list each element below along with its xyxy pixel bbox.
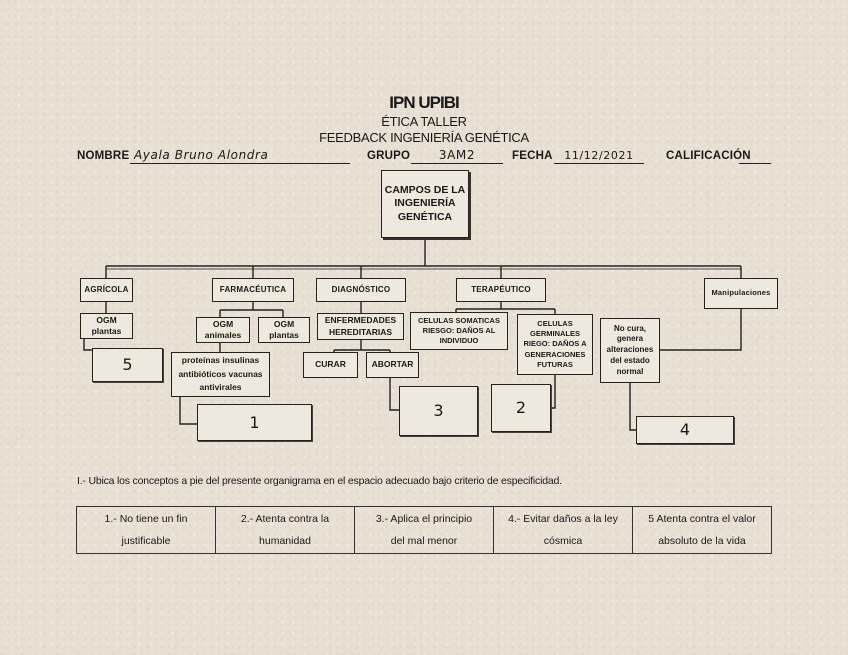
concept-cell [494,507,633,554]
node-celulas-germinales: CELULAS GERMINALES RIEGO: DAÑOS A GENERACIONES FUTURAS [517,314,593,375]
concept-cell [77,507,216,554]
category-terapeutico: TERAPÉUTICO [456,278,546,302]
calificacion-label: CALIFICACIÓN [666,150,751,162]
node-curar: CURAR [303,352,358,378]
concept-line: del mal menor [390,535,458,547]
category-manipulaciones: Manipulaciones [704,278,778,309]
nombre-field[interactable]: Ayala Bruno Alondra [130,149,350,164]
answer-box-manipulaciones[interactable]: 4 [636,416,734,444]
activity-title: FEEDBACK INGENIERÍA GENÉTICA [319,130,529,145]
category-diagnostico: DIAGNÓSTICO [316,278,406,302]
answer-box-agricola[interactable]: 5 [92,348,163,382]
node-ogm-animales: OGM animales [196,317,250,343]
concept-line: absoluto de la vida [658,535,746,547]
category-agricola: AGRÍCOLA [80,278,133,302]
course-title: ÉTICA TALLER [381,114,467,129]
grupo-label: GRUPO [367,150,411,162]
node-ogm-plantas-farmaceutica: OGM plantas [258,317,310,343]
concept-line: humanidad [259,535,311,547]
concept-line: justificable [121,535,171,547]
instruction-text: I.- Ubica los conceptos a pie del presente organigrama en el espacio adecuado bajo criterio de especificidad. [77,475,562,487]
node-no-cura: No cura, genera alteraciones del estado normal [600,318,660,383]
node-enfermedades-hereditarias: ENFERMEDADES HEREDITARIAS [317,313,404,340]
node-celulas-somaticas: CELULAS SOMATICAS RIESGO: DAÑOS AL INDIVIDUO [410,312,508,350]
answer-box-diagnostico[interactable]: 3 [399,386,478,436]
concept-line: 2.- Atenta contra la [240,512,330,525]
node-proteinas: proteínas insulinas antibióticos vacunas antivirales [171,352,270,397]
node-abortar: ABORTAR [366,352,419,378]
concept-line: 1.- No tiene un fin [104,512,188,525]
table-row [77,507,772,554]
concept-line: 4.- Evitar daños a la ley [508,512,618,525]
institution-title: IPN UPIBI [389,93,459,112]
concept-cell [633,507,772,554]
answer-box-farmaceutica[interactable]: 1 [197,404,312,441]
fecha-field[interactable]: 11/12/2021 [554,149,644,164]
concept-line: cósmica [543,535,583,547]
fecha-label: FECHA [512,150,553,162]
root-node: CAMPOS DE LA INGENIERÍA GENÉTICA [381,170,469,238]
nombre-label: NOMBRE [77,150,130,162]
node-ogm-plantas-agricola: OGM plantas [80,313,133,339]
concept-cell [355,507,494,554]
concept-line: 3.- Aplica el principio [375,512,473,525]
concepts-table [76,506,772,554]
grupo-field[interactable]: 3AM2 [411,149,503,164]
category-farmaceutica: FARMACÉUTICA [212,278,294,302]
answer-box-terapeutico[interactable]: 2 [491,384,551,432]
concept-cell [216,507,355,554]
concept-line: 5 Atenta contra el valor [648,512,756,525]
